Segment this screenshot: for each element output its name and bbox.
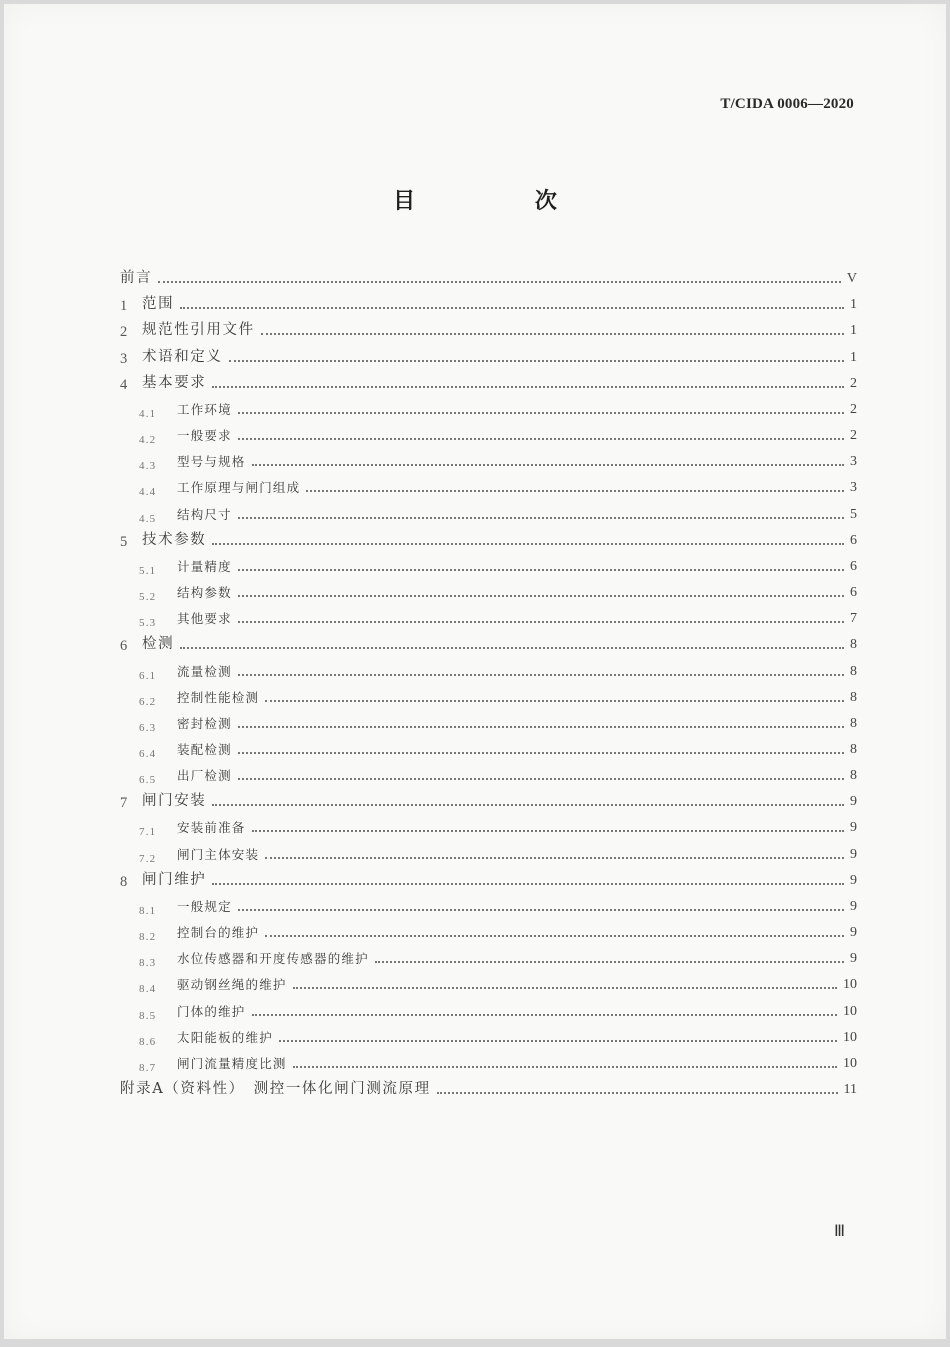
toc-entry[interactable] (120, 420, 857, 446)
toc-entry-page: 11 (843, 1082, 857, 1097)
dot-leader (180, 647, 844, 649)
toc-entry-title: 控制台的维护 (177, 925, 260, 941)
toc-entry-title: 计量精度 (177, 558, 232, 574)
dot-leader (212, 386, 844, 388)
dot-leader (238, 726, 844, 728)
document-page (4, 4, 946, 1339)
dot-leader (238, 621, 844, 623)
toc-entry-title: 一般要求 (177, 428, 232, 444)
toc-entry-title: 出厂检测 (177, 768, 232, 784)
dot-leader (279, 1040, 837, 1042)
toc-entry-page: 2 (850, 375, 857, 391)
toc-entry-number: 6.3 (139, 721, 157, 734)
dot-leader (180, 307, 844, 309)
toc-entry-page: 8 (850, 768, 857, 784)
toc-entry-page: 9 (850, 820, 857, 836)
toc-entry[interactable] (120, 603, 857, 629)
toc-entry-number: 5 (120, 533, 129, 550)
toc-entry-title: 控制性能检测 (177, 689, 260, 705)
toc-entry-page: V (846, 271, 857, 287)
toc-entry-page: 2 (850, 428, 857, 444)
table-of-contents (120, 263, 857, 1100)
dot-leader (238, 569, 844, 571)
toc-entry-title: 型号与规格 (177, 454, 246, 470)
toc-entry-title: 基本要求 (142, 374, 207, 391)
toc-entry-page: 9 (850, 846, 857, 862)
toc-entry[interactable] (120, 315, 857, 341)
toc-entry-page: 9 (850, 794, 857, 810)
dot-leader (238, 909, 844, 911)
toc-entry-title: 水位传感器和开度传感器的维护 (177, 951, 369, 967)
toc-entry-number: 5.3 (139, 617, 157, 630)
toc-entry-page: 10 (843, 977, 857, 993)
document-code: T/CIDA 0006—2020 (720, 96, 854, 112)
toc-entry[interactable] (120, 917, 857, 943)
dot-leader (238, 438, 844, 440)
toc-entry-number: 8.7 (139, 1061, 157, 1074)
toc-entry-page: 1 (850, 297, 857, 313)
toc-entry-page: 6 (850, 585, 857, 601)
toc-entry[interactable] (120, 368, 857, 394)
toc-entry-page: 9 (850, 951, 857, 967)
toc-entry-number: 8.1 (139, 904, 157, 917)
toc-entry-title: 工作原理与闸门组成 (177, 480, 301, 496)
toc-entry[interactable] (120, 263, 857, 289)
toc-entry-page: 10 (843, 1003, 857, 1019)
dot-leader (261, 333, 844, 335)
toc-entry-title: 装配检测 (177, 741, 232, 757)
toc-entry[interactable] (120, 838, 857, 864)
toc-entry[interactable] (120, 551, 857, 577)
toc-entry[interactable] (120, 289, 857, 315)
toc-entry[interactable] (120, 891, 857, 917)
toc-entry-title: 闸门安装 (142, 793, 207, 810)
toc-entry-number: 6.1 (139, 669, 157, 682)
toc-entry[interactable] (120, 786, 857, 812)
toc-entry-number: 8.6 (139, 1035, 157, 1048)
toc-entry-page: 1 (850, 323, 857, 339)
toc-entry[interactable] (120, 760, 857, 786)
toc-entry-title: 其他要求 (177, 611, 232, 627)
toc-entry[interactable] (120, 812, 857, 838)
toc-entry-number: 4.3 (139, 460, 157, 473)
toc-entry-number: 5.1 (139, 564, 157, 577)
toc-entry[interactable] (120, 943, 857, 969)
dot-leader (229, 360, 845, 362)
toc-entry[interactable] (120, 1022, 857, 1048)
toc-entry-number: 8.2 (139, 931, 157, 944)
toc-entry-page: 8 (850, 637, 857, 653)
dot-leader (238, 595, 844, 597)
toc-entry-number: 8.4 (139, 983, 157, 996)
toc-entry[interactable] (120, 865, 857, 891)
toc-entry-page: 8 (850, 715, 857, 731)
toc-entry-page: 9 (850, 872, 857, 888)
toc-entry-page: 2 (850, 401, 857, 417)
dot-leader (212, 804, 844, 806)
dot-leader (158, 281, 841, 283)
toc-entry-number: 7.1 (139, 826, 157, 839)
dot-leader (238, 412, 844, 414)
dot-leader (238, 517, 844, 519)
toc-entry-page: 3 (850, 480, 857, 496)
toc-entry-title: 术语和定义 (142, 348, 223, 365)
dot-leader (252, 830, 844, 832)
dot-leader (437, 1092, 838, 1094)
toc-entry-title: 检测 (142, 636, 175, 653)
toc-entry-title: 门体的维护 (177, 1003, 246, 1019)
toc-entry-page: 9 (850, 898, 857, 914)
toc-entry-page: 5 (850, 506, 857, 522)
toc-entry[interactable] (120, 734, 857, 760)
toc-entry-number: 4.4 (139, 486, 157, 499)
toc-entry-title: 驱动钢丝绳的维护 (177, 977, 287, 993)
toc-entry-title: 附录A（资料性） 测控一体化闸门测流原理 (120, 1081, 431, 1097)
toc-entry-number: 6.5 (139, 774, 157, 787)
toc-entry-number: 8.3 (139, 957, 157, 970)
toc-entry-page: 6 (850, 558, 857, 574)
toc-entry-title: 一般规定 (177, 898, 232, 914)
dot-leader (265, 857, 844, 859)
dot-leader (238, 674, 844, 676)
toc-entry[interactable] (120, 341, 857, 367)
toc-entry-number: 4.1 (139, 407, 157, 420)
toc-entry[interactable] (120, 577, 857, 603)
toc-title: 目 次 (393, 189, 613, 214)
dot-leader (293, 1066, 837, 1068)
dot-leader (375, 961, 844, 963)
toc-entry-number: 1 (120, 298, 129, 315)
toc-entry[interactable] (120, 394, 857, 420)
toc-entry-page: 10 (843, 1029, 857, 1045)
toc-entry[interactable] (120, 708, 857, 734)
toc-entry[interactable] (120, 629, 857, 655)
toc-entry[interactable] (120, 472, 857, 498)
toc-entry[interactable] (120, 498, 857, 524)
dot-leader (265, 700, 844, 702)
toc-entry-page: 7 (850, 611, 857, 627)
toc-entry-title: 闸门维护 (142, 871, 207, 888)
toc-entry-page: 3 (850, 454, 857, 470)
toc-entry[interactable] (120, 525, 857, 551)
toc-entry-title: 闸门流量精度比测 (177, 1055, 287, 1071)
toc-entry[interactable] (120, 1048, 857, 1074)
toc-entry-number: 8.5 (139, 1009, 157, 1022)
dot-leader (293, 987, 837, 989)
toc-entry-title: 结构参数 (177, 585, 232, 601)
dot-leader (212, 543, 844, 545)
toc-entry[interactable] (120, 655, 857, 681)
toc-entry-title: 技术参数 (142, 531, 207, 548)
dot-leader (212, 883, 844, 885)
toc-entry-title: 密封检测 (177, 715, 232, 731)
toc-entry-title: 结构尺寸 (177, 506, 232, 522)
toc-entry-number: 8 (120, 873, 129, 890)
page-number: Ⅲ (833, 1223, 844, 1240)
toc-entry[interactable] (120, 1074, 857, 1100)
dot-leader (306, 490, 844, 492)
toc-entry[interactable] (120, 682, 857, 708)
toc-entry-title: 闸门主体安装 (177, 846, 260, 862)
toc-entry-number: 4.2 (139, 434, 157, 447)
toc-entry-title: 流量检测 (177, 663, 232, 679)
dot-leader (252, 1014, 837, 1016)
toc-entry-number: 7.2 (139, 852, 157, 865)
toc-entry-page: 1 (850, 349, 857, 365)
toc-entry-page: 8 (850, 663, 857, 679)
toc-entry-page: 6 (850, 532, 857, 548)
toc-entry[interactable] (120, 446, 857, 472)
toc-entry-number: 6.4 (139, 747, 157, 760)
toc-entry-number: 2 (120, 324, 129, 341)
toc-entry-title: 范围 (142, 296, 175, 313)
toc-entry[interactable] (120, 995, 857, 1021)
toc-entry-title: 规范性引用文件 (142, 322, 255, 339)
dot-leader (238, 752, 844, 754)
toc-entry-number: 5.2 (139, 591, 157, 604)
dot-leader (252, 464, 844, 466)
toc-entry-number: 4.5 (139, 512, 157, 525)
toc-entry-page: 9 (850, 925, 857, 941)
dot-leader (265, 935, 844, 937)
toc-entry-title: 工作环境 (177, 401, 232, 417)
toc-entry-title: 安装前准备 (177, 820, 246, 836)
toc-entry-number: 6.2 (139, 695, 157, 708)
toc-entry-number: 6 (120, 638, 129, 655)
toc-entry-number: 4 (120, 376, 129, 393)
toc-entry-page: 8 (850, 741, 857, 757)
toc-entry-page: 8 (850, 689, 857, 705)
toc-entry-title: 前言 (120, 270, 153, 287)
dot-leader (238, 778, 844, 780)
toc-entry-number: 3 (120, 350, 129, 367)
toc-entry-title: 太阳能板的维护 (177, 1029, 273, 1045)
toc-entry[interactable] (120, 969, 857, 995)
toc-entry-number: 7 (120, 795, 129, 812)
toc-entry-page: 10 (843, 1055, 857, 1071)
